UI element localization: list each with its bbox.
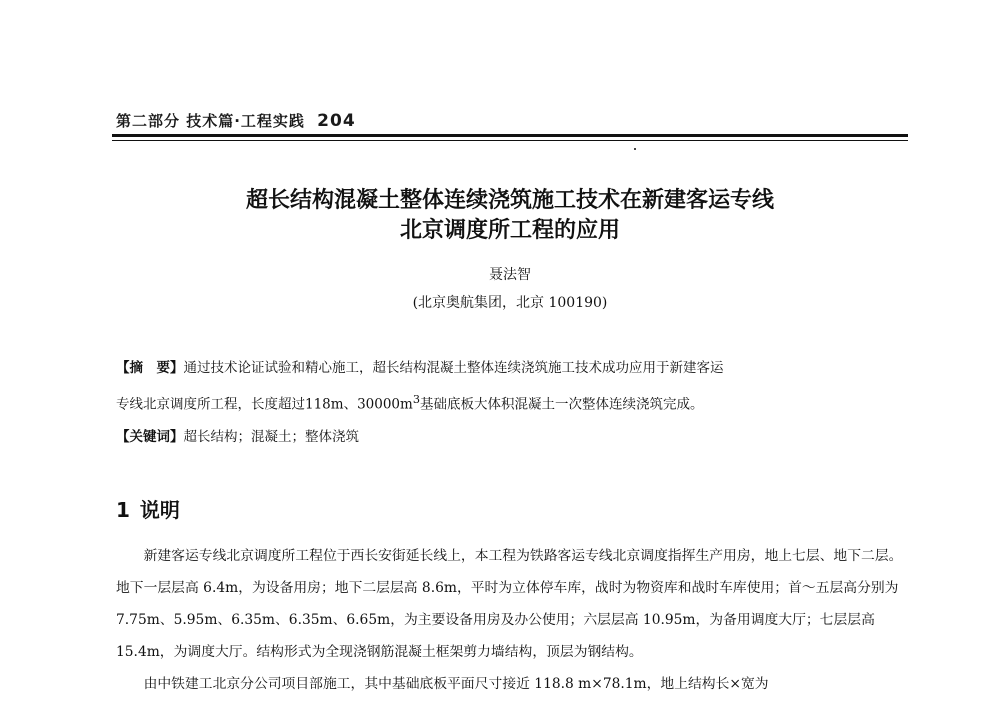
keywords-label: 【关键词】 bbox=[116, 428, 184, 445]
abstract-text-1: 通过技术论证试验和精心施工，超长结构混凝土整体连续浇筑施工技术成功应用于新建客运 bbox=[183, 360, 724, 376]
abstract-block bbox=[116, 352, 912, 453]
abstract-line-2 bbox=[116, 384, 912, 421]
body-paragraph-1: 新建客运专线北京调度所工程位于西长安街延长线上，本工程为铁路客运专线北京调度指挥生产用房，地上七层、地下二层。地下一层层高 6.4m，为设备用房；地下二层层高 8.6m，平时为立体停车库，战时为物资库和战时车库使用；首～五层高分别为 7.75m、5.95m、6.35m、6.35m、6.65m，为主要设备用房及办公使用；六层层高 10.95m，为备用调度大厅；七层层高 15.4m，为调度大厅。结构形式为全现浇钢筋混凝土框架剪力墙结构，顶层为钢结构。 bbox=[116, 548, 903, 660]
scan-speck bbox=[634, 148, 636, 150]
section-body bbox=[116, 540, 912, 700]
body-paragraph-2: 由中铁建工北京分公司项目部施工，其中基础底板平面尺寸接近 118.8 m×78.1m，地上结构长×宽为 bbox=[143, 676, 769, 692]
keywords-line bbox=[116, 421, 912, 453]
running-header bbox=[116, 110, 356, 131]
keywords-text: 超长结构；混凝土；整体浇筑 bbox=[183, 428, 359, 445]
section-title: 说明 bbox=[139, 498, 180, 522]
section-number: 1 bbox=[116, 498, 130, 522]
abstract-label: 【摘 要】 bbox=[116, 360, 184, 376]
abstract-superscript: 3 bbox=[412, 393, 420, 406]
abstract-text-2a: 专线北京调度所工程，长度超过118m、30000m bbox=[116, 396, 413, 413]
header-rule-thick bbox=[112, 134, 908, 137]
running-header-section: 第二部分 技术篇·工程实践 bbox=[116, 112, 305, 130]
article-title-line-2: 北京调度所工程的应用 bbox=[399, 218, 620, 243]
header-rule-thin bbox=[112, 140, 908, 141]
article-title bbox=[112, 186, 908, 246]
page-number: 204 bbox=[317, 111, 356, 131]
abstract-line-1 bbox=[116, 352, 912, 384]
article-title-line-1: 超长结构混凝土整体连续浇筑施工技术在新建客运专线 bbox=[245, 188, 774, 213]
author-name: 聂法智 bbox=[489, 267, 531, 283]
author-affiliation: (北京奥航集团，北京 100190) bbox=[412, 295, 608, 311]
abstract-text-2b: 基础底板大体积混凝土一次整体连续浇筑完成。 bbox=[420, 396, 704, 413]
section-heading bbox=[116, 494, 180, 523]
